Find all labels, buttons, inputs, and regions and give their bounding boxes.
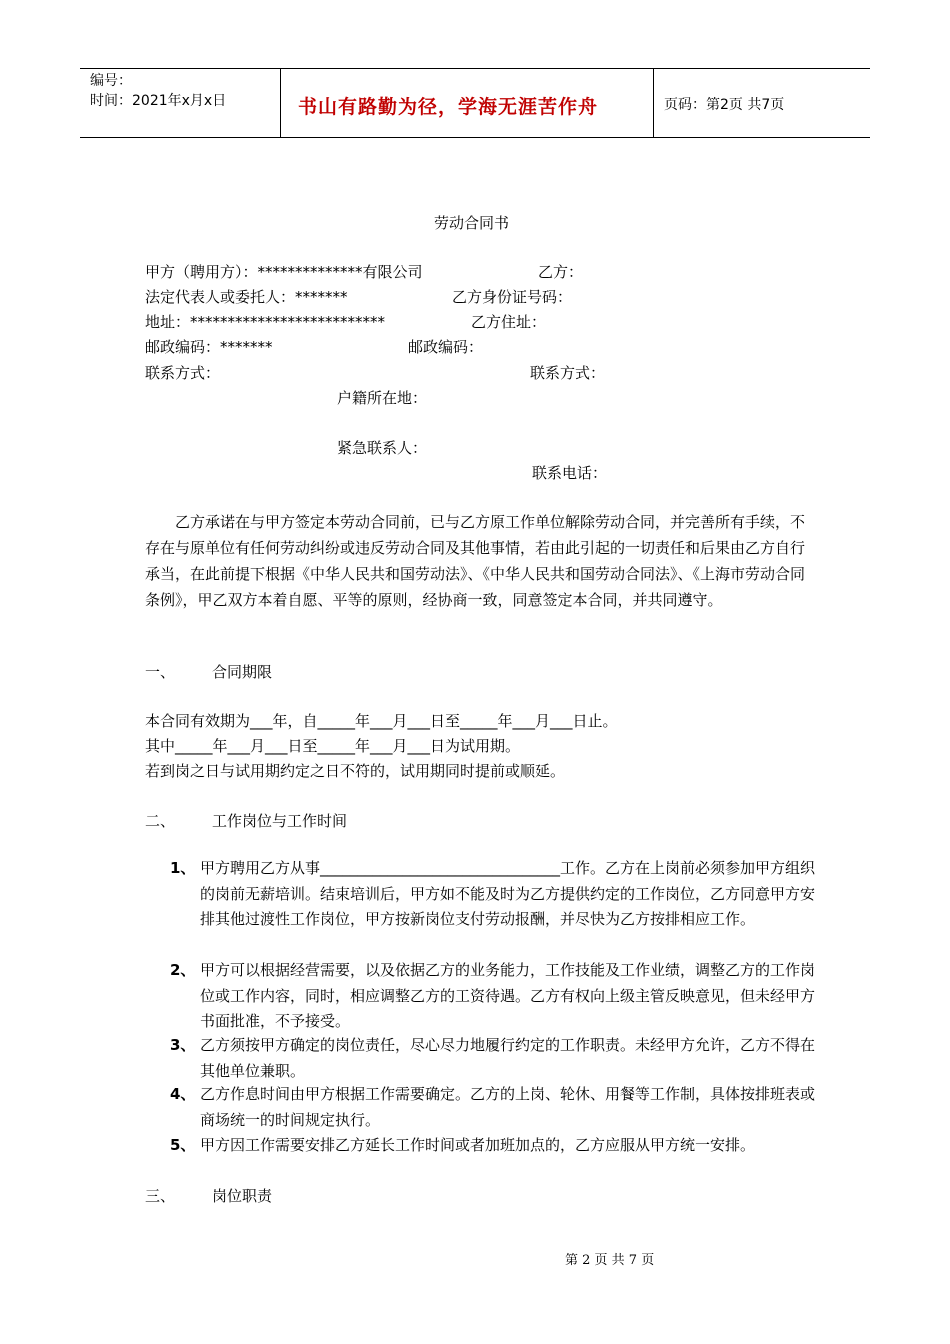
list-item-number: 4、 — [170, 1085, 196, 1103]
header-page-info: 页码：第2页 共7页 — [664, 97, 785, 113]
party-b-label: 乙方： — [538, 263, 584, 281]
header-time-label: 时间：2021年x月x日 — [90, 93, 227, 109]
section2-number: 二、 — [145, 812, 176, 830]
contract-term-line: 本合同有效期为___年，自_____年___月___日至_____年___月___日止。 — [145, 712, 618, 730]
list-item — [170, 1082, 815, 1133]
list-item — [170, 856, 815, 933]
section1-title: 合同期限 — [212, 663, 273, 681]
section1-number: 一、 — [145, 663, 176, 681]
list-item — [170, 1133, 815, 1159]
party-b-household: 户籍所在地： — [337, 389, 428, 407]
party-a-representative: 法定代表人或委托人：******* — [145, 288, 348, 306]
list-item-text: 甲方可以根据经营需要，以及依据乙方的业务能力，工作技能及工作业绩，调整乙方的工作岗位或工作内容，同时，相应调整乙方的工资待遇。乙方有权向上级主管反映意见，但未经甲方书面批准，不予接受。 — [200, 961, 816, 1030]
party-b-postcode: 邮政编码： — [408, 338, 484, 356]
list-item-text: 甲方聘用乙方从事________________________________工作。乙方在上岗前必须参加甲方组织的岗前无薪培训。结束培训后，甲方如不能及时为乙方提供约定的工作岗位，乙方同意甲方安排其他过渡性工作岗位，甲方按新岗位支付劳动报酬，并尽快为乙方按排相应工作。 — [200, 859, 816, 928]
probation-adjust-line: 若到岗之日与试用期约定之日不符的，试用期同时提前或顺延。 — [145, 762, 566, 780]
section3-title: 岗位职责 — [212, 1187, 273, 1205]
party-b-emergency-contact: 紧急联系人： — [337, 439, 428, 457]
list-item-number: 1、 — [170, 859, 196, 877]
probation-line: 其中_____年___月___日至_____年___月___日为试用期。 — [145, 737, 521, 755]
document-title: 劳动合同书 — [434, 214, 510, 232]
header-divider — [280, 69, 281, 137]
page-footer: 第 2 页 共 7 页 — [565, 1253, 655, 1268]
list-item-number: 5、 — [170, 1136, 196, 1154]
list-item — [170, 1033, 815, 1084]
party-a-address: 地址：************************** — [145, 313, 386, 331]
section2-title: 工作岗位与工作时间 — [212, 812, 348, 830]
party-b-address: 乙方住址： — [471, 313, 547, 331]
list-item-text: 乙方作息时间由甲方根据工作需要确定。乙方的上岗、轮休、用餐等工作制，具体按排班表或商场统一的时间规定执行。 — [200, 1085, 816, 1129]
party-b-id-number: 乙方身份证号码： — [452, 288, 573, 306]
header-divider — [653, 69, 654, 137]
party-a-contact: 联系方式： — [145, 364, 221, 382]
list-item — [170, 958, 815, 1035]
header-number-label: 编号： — [90, 73, 132, 89]
section3-number: 三、 — [145, 1187, 176, 1205]
intro-paragraph: 乙方承诺在与甲方签定本劳动合同前，已与乙方原工作单位解除劳动合同，并完善所有手续，不存在与原单位有任何劳动纠纷或违反劳动合同及其他事情，若由此引起的一切责任和后果由乙方自行承当，在此前提下根据《中华人民共和国劳动法》、《中华人民共和国劳动合同法》、《上海市劳动合同条例》，甲乙双方本着自愿、平等的原则，经协商一致，同意签定本合同，并共同遵守。 — [145, 513, 806, 609]
party-a-name: 甲方（聘用方）：**************有限公司 — [145, 263, 423, 281]
list-item-text: 乙方须按甲方确定的岗位责任，尽心尽力地履行约定的工作职责。未经甲方允许，乙方不得在其他单位兼职。 — [200, 1036, 816, 1080]
list-item-text: 甲方因工作需要安排乙方延长工作时间或者加班加点的，乙方应服从甲方统一安排。 — [200, 1136, 756, 1154]
party-b-phone: 联系电话： — [532, 464, 608, 482]
list-item-number: 3、 — [170, 1036, 196, 1054]
list-item-number: 2、 — [170, 961, 196, 979]
party-b-contact: 联系方式： — [530, 364, 606, 382]
party-a-postcode: 邮政编码：******* — [145, 338, 273, 356]
header-motto: 书山有路勤为径，学海无涯苦作舟 — [298, 96, 599, 118]
